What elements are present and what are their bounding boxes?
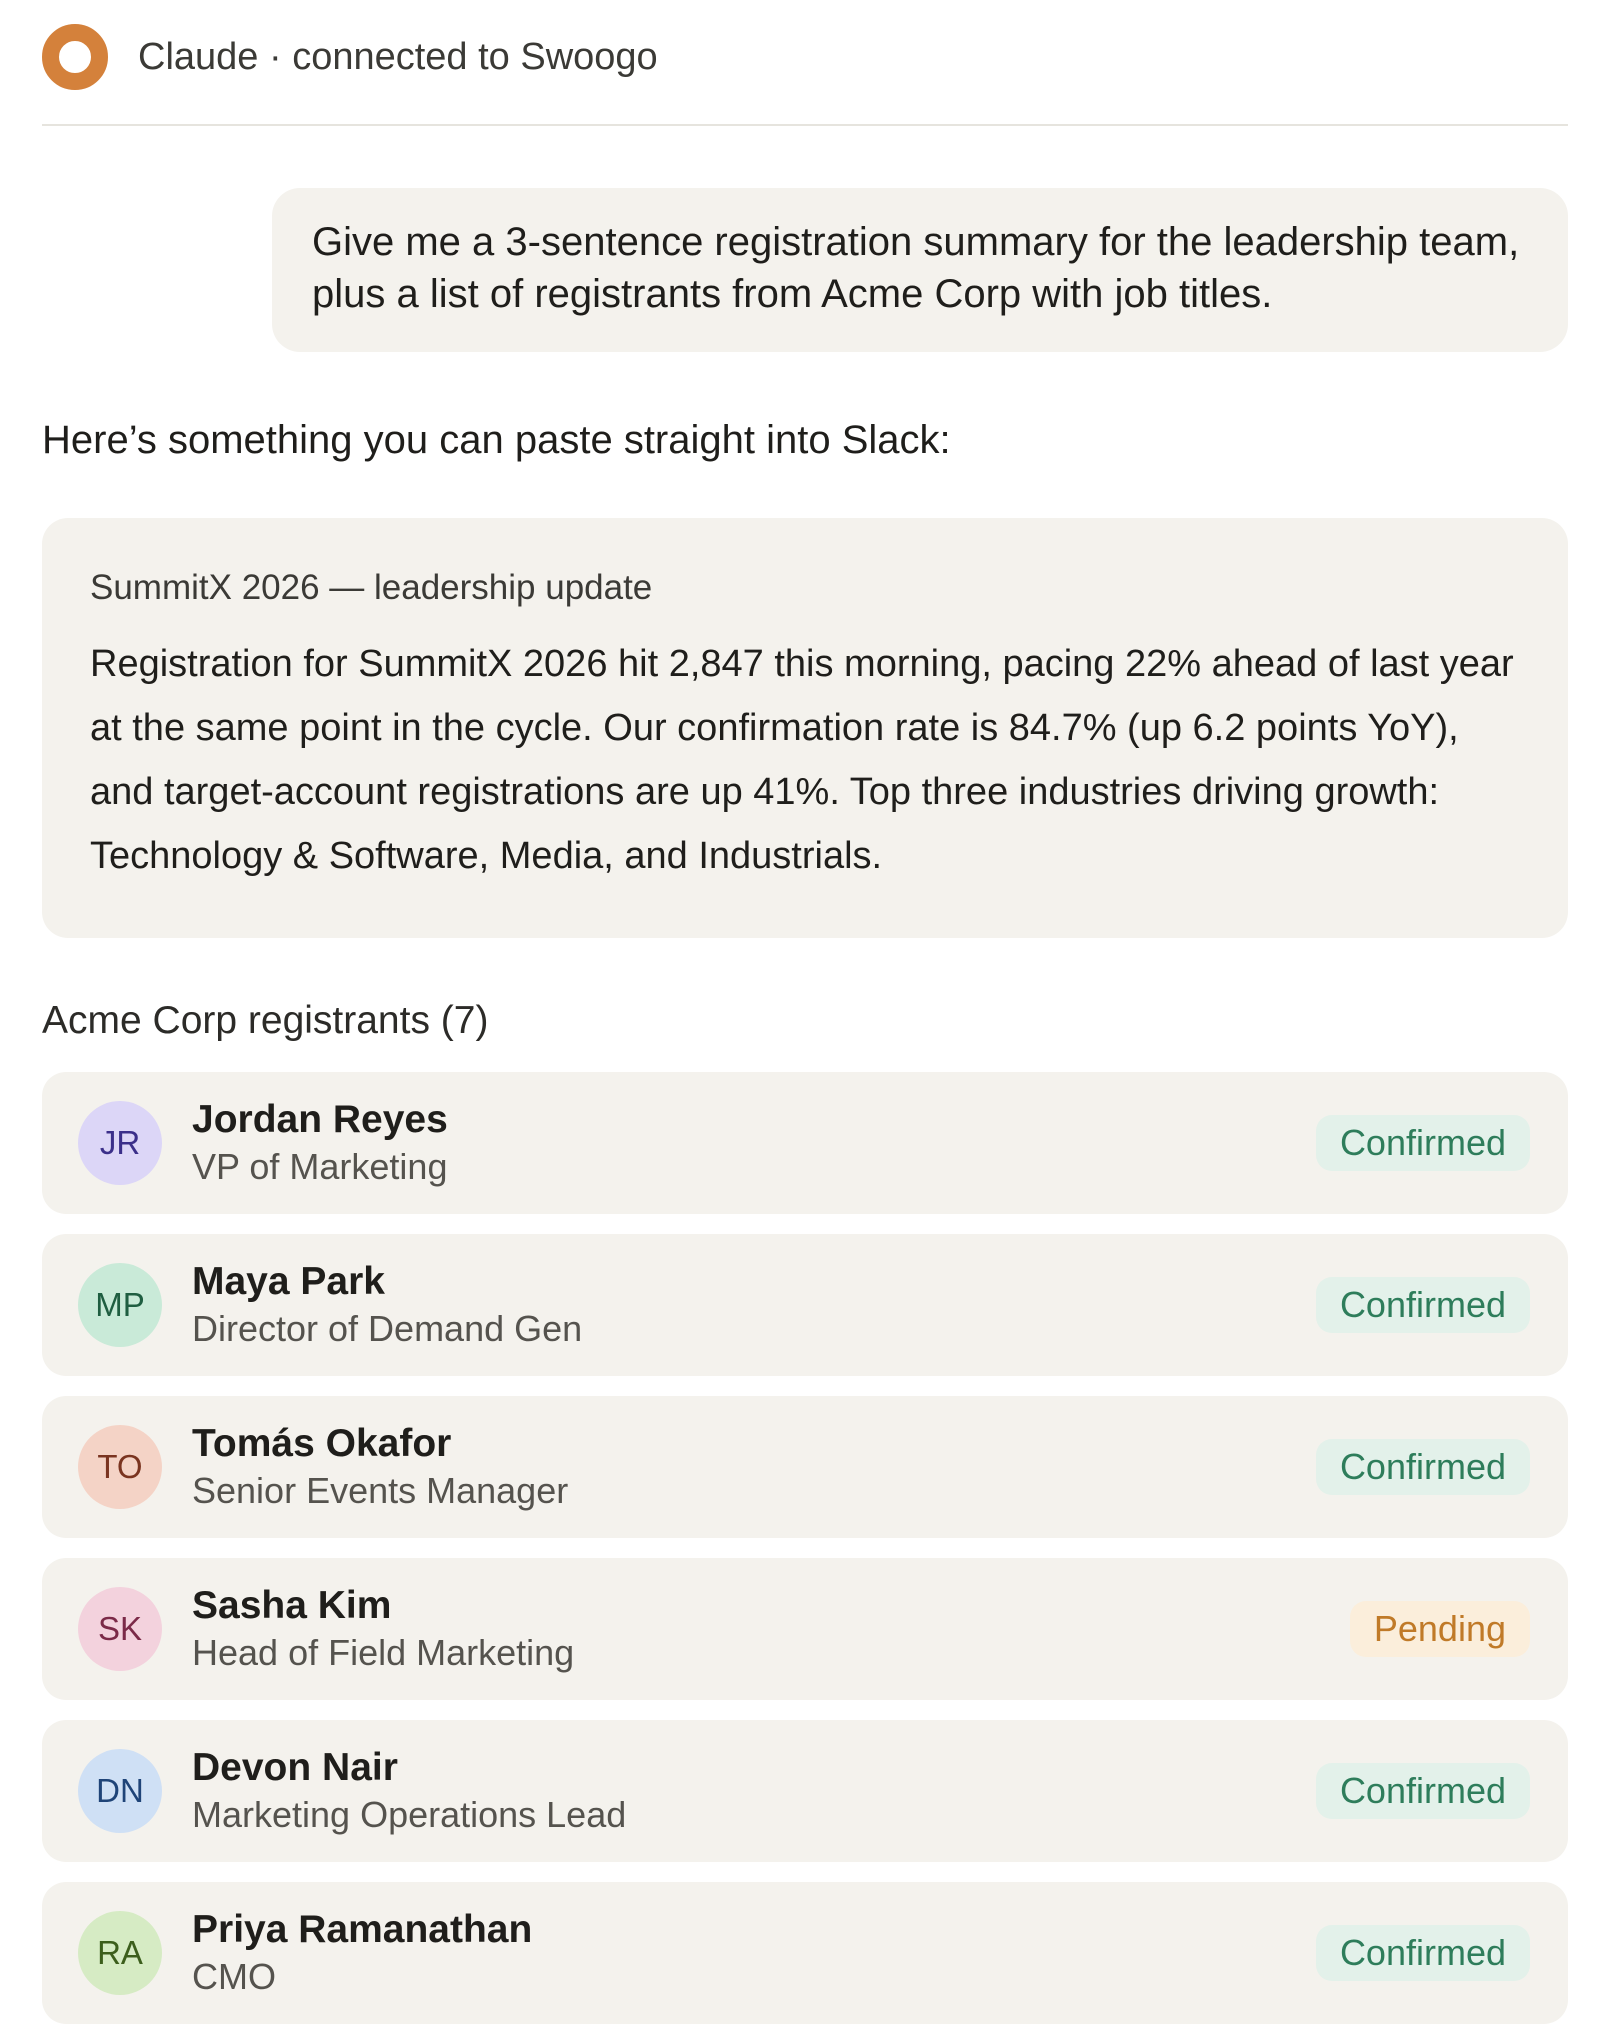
registrant-name: Tomás Okafor: [192, 1422, 452, 1465]
avatar: MP: [78, 1263, 162, 1347]
status-badge: Confirmed: [1316, 1925, 1530, 1981]
list-item: [42, 1234, 1568, 1376]
registrant-name: Jordan Reyes: [192, 1098, 448, 1141]
registrant-info: [192, 1096, 1316, 1190]
registrant-info: [192, 1582, 1350, 1676]
status-badge: Confirmed: [1316, 1277, 1530, 1333]
status-badge: Confirmed: [1316, 1763, 1530, 1819]
summary-card-title: SummitX 2026 — leadership update: [90, 568, 653, 607]
summary-card: [42, 518, 1568, 938]
assistant-intro-text: Here’s something you can paste straight into Slack:: [42, 418, 951, 462]
claude-logo-icon: [42, 24, 108, 90]
registrant-info: [192, 1744, 1316, 1838]
registrant-job-title: Senior Events Manager: [192, 1470, 569, 1511]
status-badge: Pending: [1350, 1601, 1530, 1657]
registrants-heading: Acme Corp registrants (7): [42, 999, 489, 1042]
header-title: Claude · connected to Swoogo: [138, 35, 658, 78]
chat-page: [42, 0, 1568, 2044]
registrant-name: Sasha Kim: [192, 1584, 392, 1627]
registrant-name: Devon Nair: [192, 1746, 398, 1789]
avatar: JR: [78, 1101, 162, 1185]
registrant-job-title: CMO: [192, 1956, 276, 1997]
list-item: [42, 1396, 1568, 1538]
avatar: TO: [78, 1425, 162, 1509]
status-badge: Confirmed: [1316, 1439, 1530, 1495]
registrant-info: [192, 1258, 1316, 1352]
user-message-row: [42, 188, 1568, 352]
registrant-list: [42, 1072, 1568, 2024]
registrant-name: Maya Park: [192, 1260, 385, 1303]
registrant-job-title: Director of Demand Gen: [192, 1308, 583, 1349]
registrant-job-title: Head of Field Marketing: [192, 1632, 575, 1673]
chat-header: [42, 0, 1568, 126]
registrant-info: [192, 1906, 1316, 2000]
summary-card-body: Registration for SummitX 2026 hit 2,847 this morning, pacing 22% ahead of last year at the same point in the cycle. Our confirmation rate is 84.7% (up 6.2 points YoY), and target-account registrations are up 41%. Top three industries driving growth: Technology & Software, Media, and Industrials.: [90, 643, 1514, 877]
registrant-job-title: VP of Marketing: [192, 1146, 448, 1187]
avatar: SK: [78, 1587, 162, 1671]
avatar: DN: [78, 1749, 162, 1833]
avatar: RA: [78, 1911, 162, 1995]
list-item: [42, 1720, 1568, 1862]
registrant-job-title: Marketing Operations Lead: [192, 1794, 627, 1835]
registrant-name: Priya Ramanathan: [192, 1908, 533, 1951]
list-item: [42, 1072, 1568, 1214]
user-message-bubble: Give me a 3-sentence registration summary for the leadership team, plus a list of registrants from Acme Corp with job titles.: [272, 188, 1568, 352]
list-item: [42, 1882, 1568, 2024]
list-item: [42, 1558, 1568, 1700]
registrant-info: [192, 1420, 1316, 1514]
status-badge: Confirmed: [1316, 1115, 1530, 1171]
